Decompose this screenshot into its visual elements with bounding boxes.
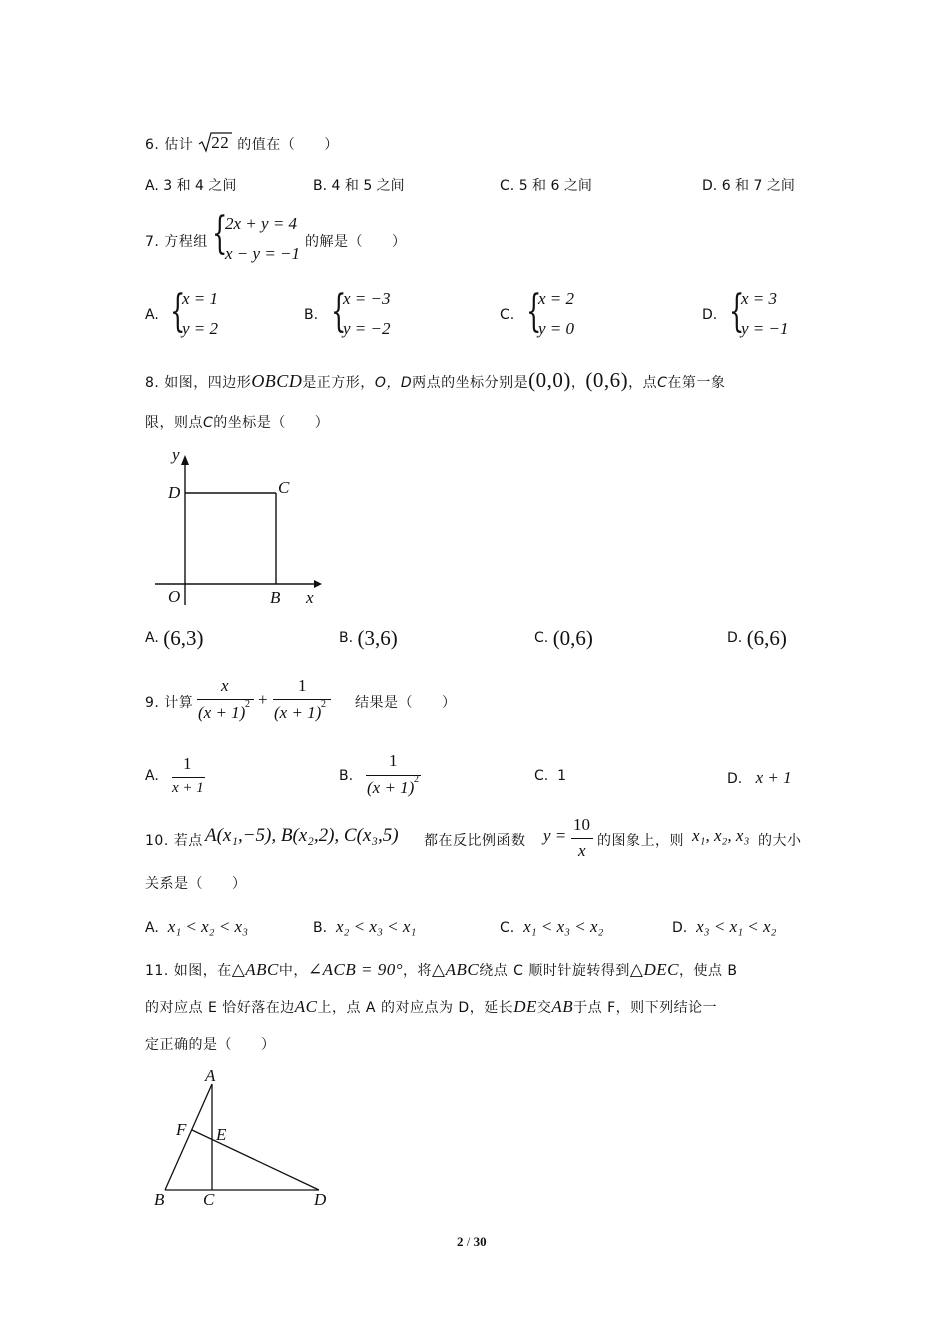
- q9-stem: 9. 计算: [145, 695, 194, 711]
- q9-option-a-den: x + 1: [172, 780, 204, 796]
- label-c: C: [278, 478, 290, 497]
- q7-option-b-l1: x = −3: [343, 289, 391, 308]
- q8-option-c: C. (0,6): [534, 626, 593, 650]
- q9-f2-den: (x + 1): [274, 703, 322, 722]
- q7-option-c-l1: x = 2: [538, 289, 575, 308]
- q10-stem-c: 的图象上，则: [597, 833, 684, 849]
- x-axis-arrow-icon: [314, 580, 322, 588]
- q7-tail: 的解是（ ）: [305, 234, 407, 250]
- q10-func-num: 10: [573, 815, 590, 834]
- q7-option-d-l2: y = −1: [741, 319, 789, 338]
- q8-stem-line1: 8. 如图，四边形OBCD是正方形，O，D两点的坐标分别是(0,0)，(0,6)，点C在第一象: [145, 368, 726, 392]
- q9-f2-sq: 2: [321, 699, 326, 710]
- q6-label: 6. 估计: [145, 137, 194, 153]
- q10-option-b: B. x₂ < x₃ < x₁: [313, 917, 417, 936]
- q9-f2-num: 1: [298, 676, 307, 695]
- q10-option-c: C. x₁ < x₃ < x₂: [500, 917, 604, 936]
- page-number: 2 / 30: [457, 1234, 487, 1249]
- q7-option-a-l1: x = 1: [182, 289, 219, 308]
- q10-option-d: D. x₃ < x₁ < x₂: [672, 917, 777, 936]
- q7-option-b-l2: y = −2: [343, 319, 391, 338]
- q7-option-a-brace: {: [170, 286, 186, 337]
- q6-option-b: B. 4 和 5 之间: [313, 178, 405, 194]
- q9-option-b-letter: B.: [339, 768, 354, 784]
- q10-func-bar: [571, 838, 593, 839]
- q9-option-b-bar: [366, 775, 421, 776]
- q10-stem-a: 10. 若点: [145, 833, 203, 849]
- q9-tail: 结果是（ ）: [355, 695, 457, 711]
- q9-option-a-letter: A.: [145, 768, 159, 784]
- q7-option-c-letter: C.: [500, 307, 515, 323]
- q7-option-c-l2: y = 0: [538, 319, 575, 338]
- q7-eq2: x − y = −1: [225, 244, 301, 263]
- q7-option-a-l2: y = 2: [182, 319, 219, 338]
- q10-vars: x₁, x₂, x₃: [692, 826, 750, 845]
- y-axis-arrow-icon: [181, 455, 189, 465]
- q9-option-a-num: 1: [183, 754, 192, 773]
- q6-radicand: 22: [211, 133, 230, 152]
- q9-option-c: C. 1: [534, 768, 567, 784]
- q11-line2: 的对应点 E 恰好落在边AC上，点 A 的对应点为 D，延长DE交AB于点 F，则下列结论一: [145, 997, 718, 1016]
- q7-option-b-brace: {: [331, 286, 347, 337]
- q8-option-b: B. (3,6): [339, 626, 398, 650]
- q7-stem: 7. 方程组: [145, 234, 208, 250]
- q9-option-b-num: 1: [389, 751, 398, 770]
- label-b: B: [154, 1190, 165, 1209]
- q9-option-a-bar: [172, 777, 205, 778]
- q11-line1: 11. 如图，在△ABC中，∠ACB = 90°，将△ABC绕点 C 顺时针旋转得到△DEC，使点 B: [145, 960, 738, 979]
- q10-option-a: A. x₁ < x₂ < x₃: [145, 917, 248, 936]
- q7-option-d-l1: x = 3: [741, 289, 778, 308]
- q8-square-figure: [150, 445, 330, 610]
- q7-option-d-letter: D.: [702, 307, 718, 323]
- q9-f1-num: x: [221, 676, 229, 695]
- q10-points: A(x₁,−5), B(x₂,2), C(x₃,5): [205, 825, 399, 846]
- q9-f1-sq: 2: [245, 699, 250, 710]
- q8-option-a: A. (6,3): [145, 626, 204, 650]
- label-o: O: [168, 587, 181, 606]
- line-fd: [192, 1130, 319, 1190]
- q8-stem-line2: 限，则点C的坐标是（ ）: [145, 415, 330, 431]
- label-c: C: [203, 1190, 215, 1209]
- q6-tail: 的值在（ ）: [237, 137, 339, 153]
- label-d: D: [314, 1190, 327, 1209]
- q6-option-a: A. 3 和 4 之间: [145, 178, 237, 194]
- q9-f1-den: (x + 1): [198, 703, 246, 722]
- label-y: y: [172, 445, 180, 464]
- label-e: E: [216, 1125, 227, 1144]
- q10-func-den: x: [578, 841, 586, 860]
- q10-stem-b: 都在反比例函数: [424, 833, 526, 849]
- q8-option-d: D. (6,6): [727, 626, 787, 650]
- q6-option-c: C. 5 和 6 之间: [500, 178, 592, 194]
- q7-option-b-letter: B.: [304, 307, 319, 323]
- q7-eq1: 2x + y = 4: [225, 214, 298, 233]
- q11-line3: 定正确的是（ ）: [145, 1037, 276, 1053]
- q10-stem-d: 的大小: [758, 833, 802, 849]
- q7-brace: {: [212, 208, 228, 259]
- q9-option-d: D. x + 1: [727, 768, 792, 787]
- q7-option-c-brace: {: [526, 286, 542, 337]
- q9-plus: +: [258, 690, 268, 709]
- label-d: D: [168, 483, 181, 502]
- sqrt-icon: [198, 133, 232, 153]
- q7-option-d-brace: {: [729, 286, 745, 337]
- label-a: A: [205, 1066, 216, 1085]
- q10-line2: 关系是（ ）: [145, 876, 247, 892]
- label-b: B: [270, 588, 281, 607]
- side-ab: [165, 1084, 212, 1190]
- q9-option-b-sq: 2: [414, 774, 419, 785]
- label-x: x: [306, 588, 314, 607]
- q11-triangle-figure: [145, 1065, 345, 1210]
- q6-stem: [145, 133, 339, 154]
- q10-func-y: y =: [543, 826, 567, 845]
- q6-option-d: D. 6 和 7 之间: [702, 178, 795, 194]
- q7-option-a-letter: A.: [145, 307, 159, 323]
- label-f: F: [176, 1120, 187, 1139]
- q9-option-b-den: (x + 1): [367, 778, 415, 797]
